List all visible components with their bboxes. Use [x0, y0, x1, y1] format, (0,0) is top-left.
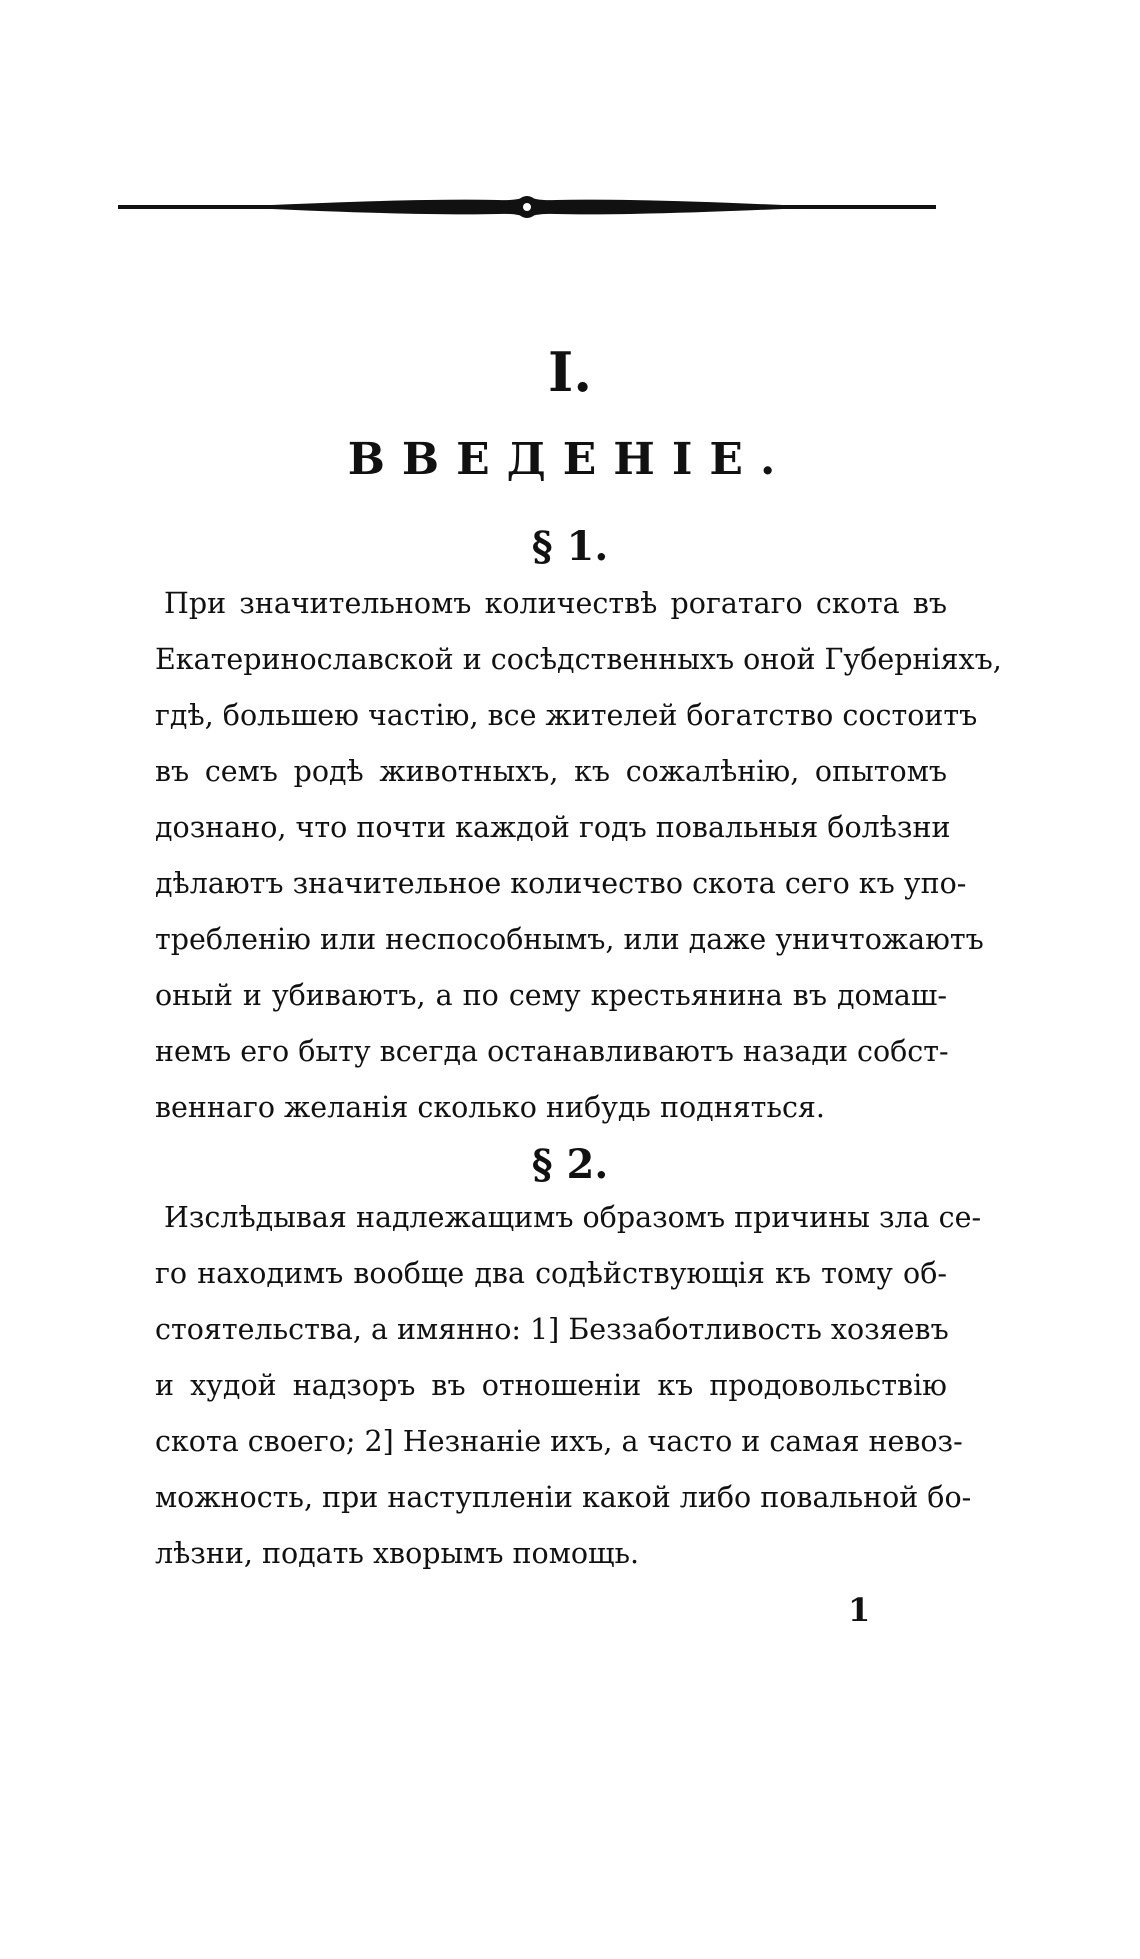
chapter-number: I. [547, 340, 593, 404]
paragraph-line: требленію или неспособнымъ, или даже уничтожаютъ [155, 923, 984, 956]
ornamental-rule [118, 186, 936, 230]
paragraph-line: дѣлаютъ значительное количество скота сего къ упо- [155, 867, 967, 900]
paragraph-line: го находимъ вообще два содѣйствующія къ тому об- [155, 1257, 947, 1290]
section-mark-2: § 2. [531, 1141, 609, 1188]
paragraph-line: веннаго желанія сколько нибудь подняться. [155, 1091, 825, 1124]
paragraph-line: скота своего; 2] Незнаніе ихъ, а часто и самая невоз- [155, 1425, 963, 1458]
paragraph-line: стоятельства, а имянно: 1] Беззаботливость хозяевъ [155, 1313, 949, 1346]
paragraph-line: можность, при наступленіи какой либо повальной бо- [155, 1481, 972, 1514]
paragraph-line: и худой надзоръ въ отношеніи къ продовольствію [155, 1369, 947, 1402]
paragraph-line: гдѣ, большею частію, все жителей богатство состоитъ [155, 699, 978, 732]
paragraph-line: дознано, что почти каждой годъ повальныя болѣзни [155, 811, 951, 844]
paragraph-line: Екатеринославской и сосѣдственныхъ оной Губерніяхъ, [155, 643, 1002, 676]
paragraph-line: въ семъ родѣ животныхъ, къ сожалѣнію, опытомъ [155, 755, 947, 788]
paragraph-line: лѣзни, подать хворымъ помощь. [155, 1537, 640, 1570]
paragraph-line: немъ его быту всегда останавливаютъ назади собст- [155, 1035, 949, 1068]
chapter-title: ВВЕДЕНІЕ. [347, 434, 793, 485]
section-mark-1: § 1. [531, 523, 609, 570]
paragraph-line: При значительномъ количествѣ рогатаго скота въ [164, 587, 947, 620]
paragraph-line: оный и убиваютъ, а по сему крестьянина въ домаш- [155, 979, 947, 1012]
signature-mark: 1 [848, 1591, 871, 1629]
paragraph-line: Изслѣдывая надлежащимъ образомъ причины зла се- [164, 1201, 982, 1234]
